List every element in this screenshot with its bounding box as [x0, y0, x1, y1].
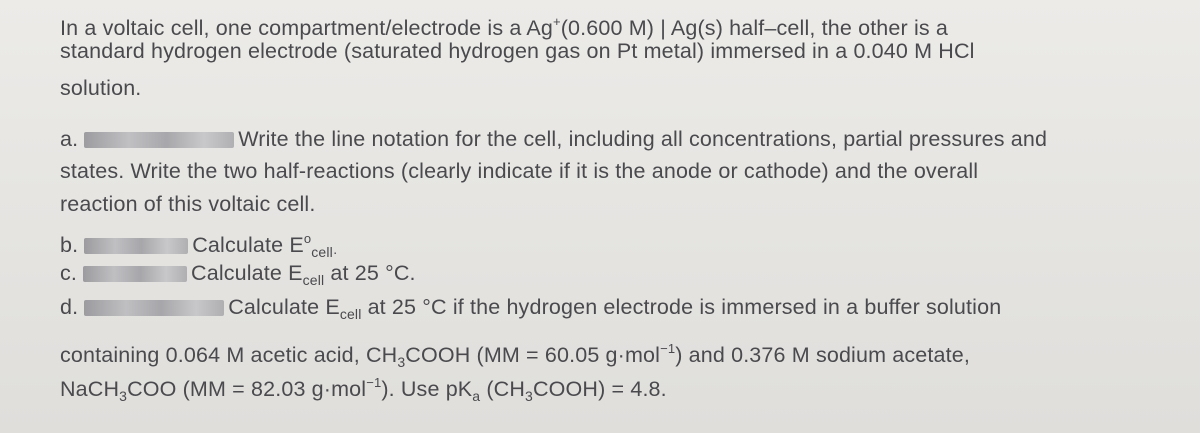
part-d-text: Calculate E: [228, 295, 340, 319]
part-d-line-3: [60, 370, 667, 409]
part-a-text: Write the line notation for the cell, including all concentrations, partial pressures and: [238, 127, 1048, 151]
charge-superscript: +: [553, 14, 561, 29]
formula-subscript: 3: [119, 388, 128, 404]
part-a-line-2: states. Write the two half-reactions (clearly indicate if it is the anode or cathode) and the overall: [60, 159, 979, 183]
cell-subscript: cell: [339, 306, 362, 322]
part-d-marker: d.: [60, 295, 79, 319]
part-c-text: Calculate E: [191, 261, 303, 285]
part-d-text: COOH (MM = 60.05 g·mol: [405, 343, 661, 367]
cell-subscript: cell: [302, 272, 325, 288]
part-d-text: at 25 °C if the hydrogen electrode is immersed in a buffer solution: [361, 295, 1002, 319]
part-d-text: ) and 0.376 M sodium acetate,: [675, 343, 970, 367]
formula-subscript: 3: [397, 354, 406, 370]
part-c-line: [60, 260, 416, 293]
redaction-block: [84, 132, 234, 148]
part-b-marker: b.: [60, 233, 79, 257]
pka-subscript: a: [472, 388, 481, 404]
part-d-text: containing 0.064 M acetic acid, CH: [60, 343, 398, 367]
part-a-marker: a.: [60, 127, 79, 151]
formula-subscript: 3: [525, 388, 533, 404]
part-b-text: Calculate E: [192, 233, 304, 257]
intro-text: (0.600 M) | Ag(s) half–cell, the other is a: [560, 16, 949, 40]
part-a-line-3: reaction of this voltaic cell.: [60, 192, 316, 216]
intro-line-2: standard hydrogen electrode (saturated hydrogen gas on Pt metal) immersed in a 0.040 M HCl: [60, 39, 975, 63]
part-b-tail: ·: [332, 244, 338, 260]
unit-superscript: −1: [660, 341, 676, 356]
redaction-block: [84, 238, 188, 254]
part-d-text: ). Use pK: [381, 377, 473, 401]
redaction-block: [83, 266, 187, 282]
part-c-tail: at 25 °C.: [324, 261, 416, 285]
intro-line-1: [60, 9, 948, 41]
standard-state-superscript: o: [303, 231, 312, 246]
part-d-line-1: [60, 294, 1001, 327]
part-d-text: NaCH: [60, 377, 120, 401]
part-d-text: (CH: [480, 377, 526, 401]
unit-superscript: −1: [366, 375, 382, 390]
cell-subscript: cell: [311, 244, 333, 260]
part-c-marker: c.: [60, 261, 78, 285]
part-d-text: COOH) = 4.8.: [532, 377, 667, 401]
intro-line-3: solution.: [60, 76, 142, 100]
redaction-block: [84, 300, 224, 316]
part-a-line-1: [60, 126, 1047, 152]
intro-text: In a voltaic cell, one compartment/electrode is a Ag: [60, 16, 553, 40]
part-d-text: COO (MM = 82.03 g·mol: [127, 377, 367, 401]
